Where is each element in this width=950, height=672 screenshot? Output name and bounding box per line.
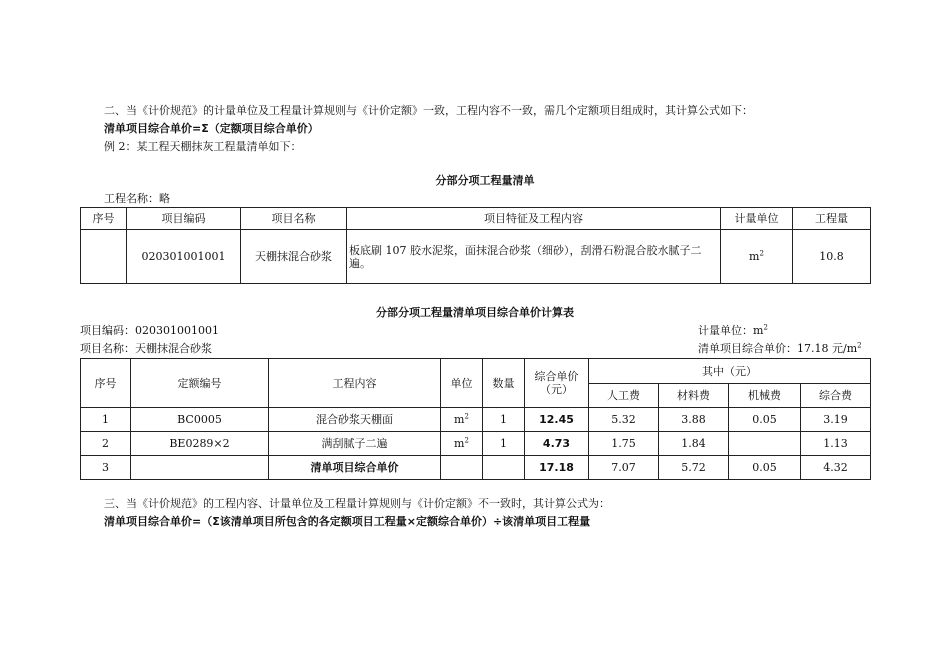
header-overall: 综合费 — [801, 384, 871, 408]
header-name: 项目名称 — [241, 208, 347, 230]
header-machine: 机械费 — [729, 384, 801, 408]
cell-unit — [441, 408, 483, 432]
cell-price: 4.73 — [525, 432, 589, 456]
unit-superscript: 2 — [759, 249, 764, 258]
header-material: 材料费 — [659, 384, 729, 408]
cell-quota: BE0289×2 — [131, 432, 269, 456]
header-qty: 工程量 — [793, 208, 871, 230]
table2-price-label — [698, 342, 862, 356]
header-work-content: 工程内容 — [269, 359, 441, 408]
header-of-which: 其中（元） — [589, 359, 871, 384]
table-row — [81, 408, 871, 432]
header-labor: 人工费 — [589, 384, 659, 408]
price-label-text: 清单项目综合单价：17.18 元/m — [698, 342, 858, 355]
table-row — [81, 230, 871, 284]
header-quota-code: 定额编号 — [131, 359, 269, 408]
table2-unit-label — [698, 324, 768, 338]
unit-label-text: 计量单位：m — [698, 324, 764, 337]
cell-qty: 10.8 — [793, 230, 871, 284]
unit-superscript: 2 — [464, 412, 469, 421]
cell-machine: 0.05 — [729, 456, 801, 480]
cell-overall: 1.13 — [801, 432, 871, 456]
price-label-superscript: 2 — [857, 341, 862, 350]
cell-material: 3.88 — [659, 408, 729, 432]
cell-overall: 4.32 — [801, 456, 871, 480]
unit-text: m — [454, 413, 465, 426]
header-unit-price-line1: 综合单价 — [534, 370, 579, 383]
table-row-total — [81, 456, 871, 480]
header-seq: 序号 — [81, 359, 131, 408]
header-unit-price-line2: （元） — [540, 383, 573, 396]
table1-header-row — [81, 208, 871, 230]
unit-price-calculation-table — [80, 358, 871, 480]
unit-text: m — [454, 437, 465, 450]
cell-price: 17.18 — [525, 456, 589, 480]
table2-project-name: 项目名称：天棚抹混合砂浆 — [80, 342, 212, 355]
table2-header-row-1 — [81, 359, 871, 384]
cell-labor: 7.07 — [589, 456, 659, 480]
cell-price: 12.45 — [525, 408, 589, 432]
cell-content: 满刮腻子二遍 — [269, 432, 441, 456]
cell-code: 020301001001 — [127, 230, 241, 284]
cell-seq: 1 — [81, 408, 131, 432]
cell-labor: 1.75 — [589, 432, 659, 456]
header-unit: 计量单位 — [721, 208, 793, 230]
cell-quota — [131, 456, 269, 480]
unit-text: m — [749, 250, 760, 263]
cell-name: 天棚抹混合砂浆 — [241, 230, 347, 284]
outro-formula: 清单项目综合单价=（Σ该清单项目所包含的各定额项目工程量×定额综合单价）÷该清单项目工程量 — [104, 515, 591, 528]
table1-title: 分部分项工程量清单 — [435, 174, 535, 187]
intro-paragraph: 二、当《计价规范》的计量单位及工程量计算规则与《计价定额》一致，工程内容不一致，需几个定额项目组成时，其计算公式如下： — [104, 104, 753, 117]
bill-of-quantities-table — [80, 207, 871, 284]
cell-unit — [441, 456, 483, 480]
cell-unit — [441, 432, 483, 456]
table2-title: 分部分项工程量清单项目综合单价计算表 — [376, 306, 574, 319]
cell-material: 1.84 — [659, 432, 729, 456]
table-row — [81, 432, 871, 456]
unit-label-superscript: 2 — [763, 323, 768, 332]
cell-seq — [81, 230, 127, 284]
example-heading: 例 2：某工程天棚抹灰工程量清单如下： — [104, 140, 302, 153]
header-unit: 单位 — [441, 359, 483, 408]
cell-labor: 5.32 — [589, 408, 659, 432]
header-feature: 项目特征及工程内容 — [347, 208, 721, 230]
outro-paragraph: 三、当《计价规范》的工程内容、计量单位及工程量计算规则与《计价定额》不一致时，其计算公式为： — [104, 497, 610, 510]
cell-machine: 0.05 — [729, 408, 801, 432]
cell-feature: 板底刷 107 胶水泥浆，面抹混合砂浆（细砂），刮滑石粉混合胶水腻子二遍。 — [347, 230, 721, 284]
cell-qty: 1 — [483, 408, 525, 432]
cell-qty — [483, 456, 525, 480]
cell-qty: 1 — [483, 432, 525, 456]
table1-project-name: 工程名称：略 — [104, 192, 170, 205]
cell-material: 5.72 — [659, 456, 729, 480]
cell-content: 清单项目综合单价 — [269, 456, 441, 480]
cell-unit — [721, 230, 793, 284]
unit-superscript: 2 — [464, 436, 469, 445]
cell-quota: BC0005 — [131, 408, 269, 432]
header-qty: 数量 — [483, 359, 525, 408]
header-unit-price — [525, 359, 589, 408]
header-seq: 序号 — [81, 208, 127, 230]
cell-seq: 3 — [81, 456, 131, 480]
table2-project-code: 项目编码：020301001001 — [80, 324, 219, 337]
cell-content: 混合砂浆天棚面 — [269, 408, 441, 432]
cell-seq: 2 — [81, 432, 131, 456]
intro-formula: 清单项目综合单价=Σ（定额项目综合单价） — [104, 122, 319, 135]
header-code: 项目编码 — [127, 208, 241, 230]
cell-overall: 3.19 — [801, 408, 871, 432]
cell-machine — [729, 432, 801, 456]
